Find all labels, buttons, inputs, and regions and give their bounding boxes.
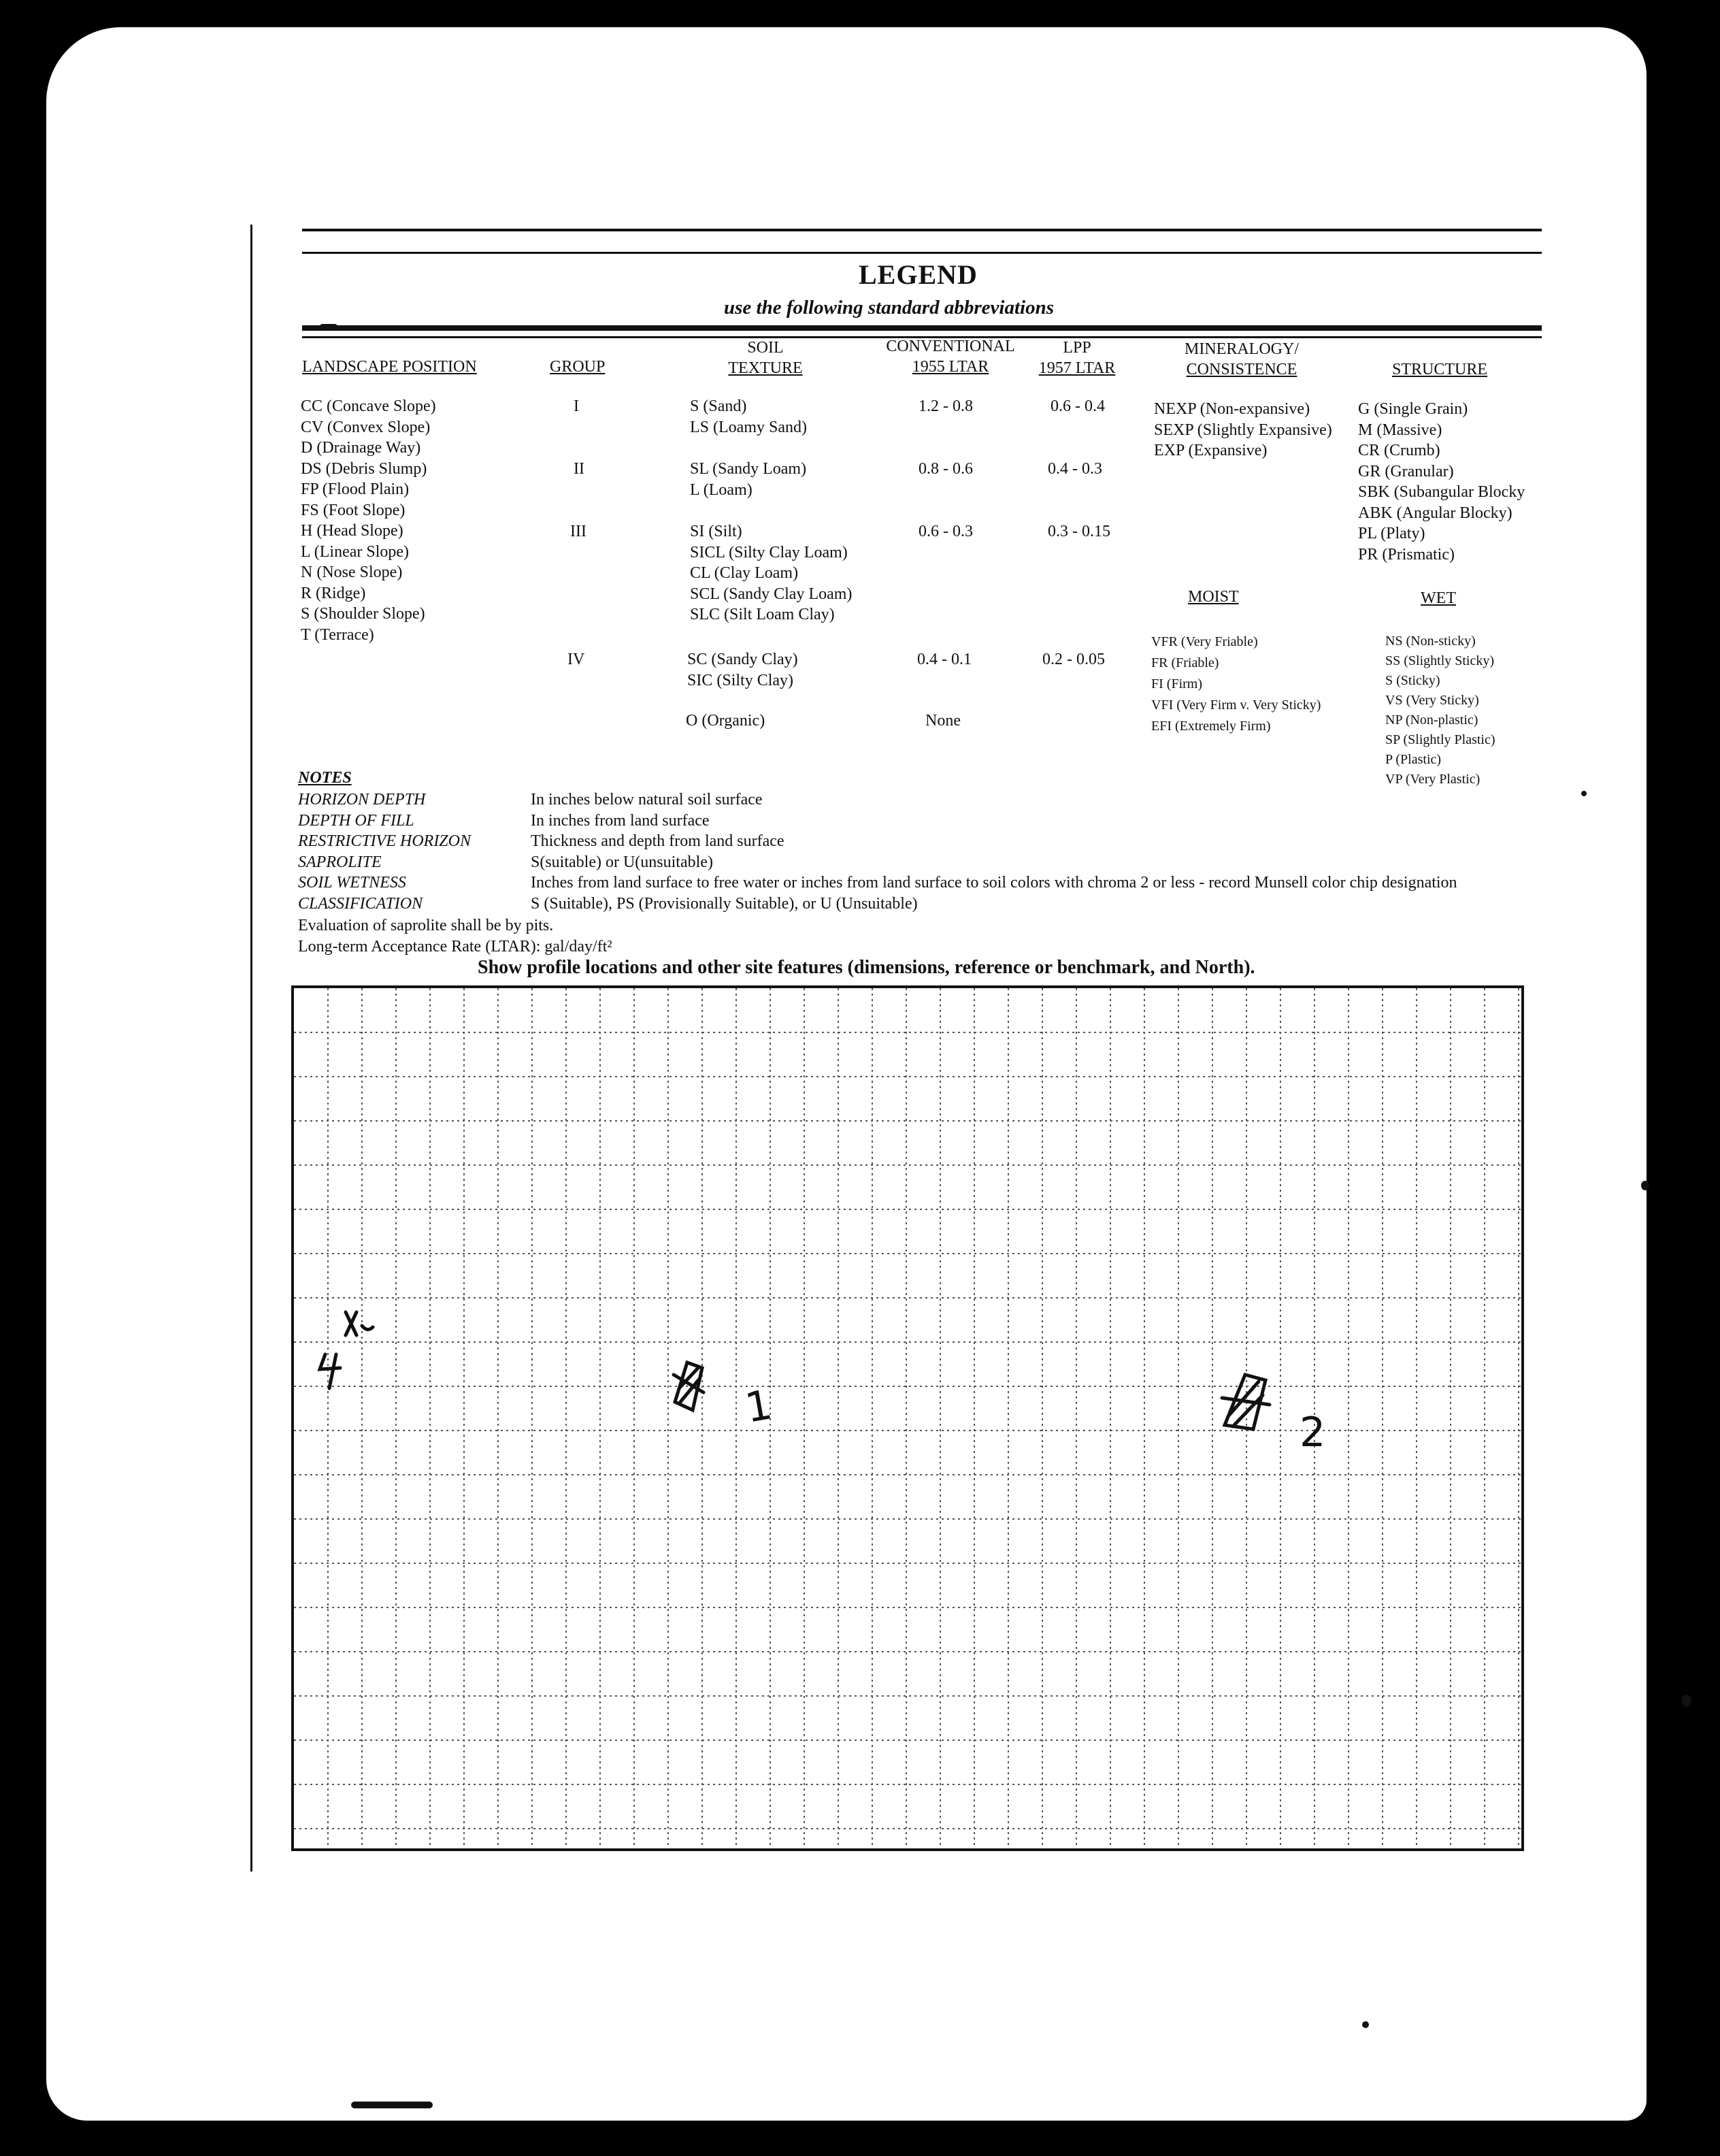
notes-texts xyxy=(531,789,1457,914)
landscape-item: DS (Debris Slump) xyxy=(301,459,427,478)
saprolite-eval-note: Evaluation of saprolite shall be by pits. xyxy=(298,917,554,934)
landscape-item: L (Linear Slope) xyxy=(301,542,410,561)
landscape-item: CV (Convex Slope) xyxy=(301,418,431,436)
conv-value: 0.4 - 0.1 xyxy=(917,651,972,668)
lpp-value: 0.6 - 0.4 xyxy=(1051,397,1105,415)
notes-labels xyxy=(298,789,471,914)
header-conventional xyxy=(878,336,1023,377)
conv-value: 1.2 - 0.8 xyxy=(919,397,973,415)
notes-heading: NOTES xyxy=(298,769,352,787)
soil-item: LS (Loamy Sand) xyxy=(690,418,807,436)
header-rule-thick xyxy=(302,325,1542,331)
scan-speck xyxy=(320,324,337,329)
wet-item: SS (Slightly Sticky) xyxy=(1385,653,1495,668)
soil-texture-g4 xyxy=(687,649,798,691)
header-group: GROUP xyxy=(550,358,606,376)
header-mineralogy xyxy=(1170,339,1313,380)
header-wet: WET xyxy=(1421,589,1456,607)
grid-caption: Show profile locations and other site features (dimensions, reference or benchmark, and North). xyxy=(478,957,1255,978)
soil-item: S (Sand) xyxy=(690,397,747,415)
landscape-list xyxy=(301,396,436,645)
wet-item: VS (Very Sticky) xyxy=(1385,693,1479,708)
legend-subtitle: use the following standard abbreviations xyxy=(724,297,1055,318)
landscape-item: CC (Concave Slope) xyxy=(301,397,436,415)
lpp-value: 0.4 - 0.3 xyxy=(1048,460,1102,478)
wet-item: S (Sticky) xyxy=(1385,673,1440,688)
header-moist: MOIST xyxy=(1188,588,1239,606)
header-soil-2: TEXTURE xyxy=(728,359,803,377)
header-lpp-2: 1957 LTAR xyxy=(1038,359,1116,377)
structure-item: SBK (Subangular Blocky xyxy=(1358,483,1525,501)
wet-item: NS (Non-sticky) xyxy=(1385,634,1476,649)
mineralogy-item: SEXP (Slightly Expansive) xyxy=(1154,421,1332,439)
header-landscape: LANDSCAPE POSITION xyxy=(302,358,477,376)
header-conv-2: 1955 LTAR xyxy=(912,358,989,376)
soil-item: L (Loam) xyxy=(690,480,752,499)
header-soil xyxy=(721,338,810,378)
ltar-note: Long-term Acceptance Rate (LTAR): gal/day/ft² xyxy=(298,938,612,956)
group-3: III xyxy=(570,523,586,540)
note-text: In inches below natural soil surface xyxy=(531,791,763,808)
soil-texture-g2 xyxy=(690,459,806,500)
landscape-item: N (Nose Slope) xyxy=(301,564,403,581)
wet-item: SP (Slightly Plastic) xyxy=(1385,732,1495,747)
soil-item: SCL (Sandy Clay Loam) xyxy=(690,585,853,603)
profile-label-2: 2 xyxy=(1300,1409,1326,1456)
soil-item: SI (Silt) xyxy=(690,523,742,540)
legend-title: LEGEND xyxy=(859,259,978,290)
moist-item: FR (Friable) xyxy=(1151,655,1219,670)
soil-item: SICL (Silty Clay Loam) xyxy=(690,543,848,561)
header-conv-1: CONVENTIONAL xyxy=(886,338,1015,355)
top-rule-thin xyxy=(302,229,1542,231)
structure-item: GR (Granular) xyxy=(1358,462,1454,480)
note-text: S(suitable) or U(unsuitable) xyxy=(531,853,713,871)
moist-item: VFR (Very Friable) xyxy=(1151,634,1258,649)
group-2: II xyxy=(574,460,584,478)
landscape-item: D (Drainage Way) xyxy=(301,439,421,457)
soil-organic: O (Organic) xyxy=(686,712,765,730)
scan-speck xyxy=(1641,1181,1649,1190)
note-label: DEPTH OF FILL xyxy=(298,811,414,830)
wet-list xyxy=(1385,632,1495,789)
site-sketch-grid[interactable] xyxy=(291,985,1524,1851)
scan-speck xyxy=(351,2102,433,2108)
wet-item: P (Plastic) xyxy=(1385,752,1442,767)
mineralogy-list xyxy=(1154,399,1332,461)
header-lpp xyxy=(1026,338,1128,378)
mineralogy-item: NEXP (Non-expansive) xyxy=(1154,400,1310,418)
soil-item: SLC (Silt Loam Clay) xyxy=(690,606,835,623)
structure-item: CR (Crumb) xyxy=(1358,442,1440,459)
header-structure: STRUCTURE xyxy=(1392,361,1488,378)
structure-item: G (Single Grain) xyxy=(1358,400,1468,418)
conv-value: 0.8 - 0.6 xyxy=(919,460,973,478)
soil-item: SL (Sandy Loam) xyxy=(690,460,807,478)
landscape-item: S (Shoulder Slope) xyxy=(301,605,425,623)
note-label: CLASSIFICATION xyxy=(298,894,423,913)
structure-item: PL (Platy) xyxy=(1358,525,1425,542)
mineralogy-item: EXP (Expansive) xyxy=(1154,442,1268,459)
landscape-item: FP (Flood Plain) xyxy=(301,480,410,498)
structure-item: M (Massive) xyxy=(1358,421,1442,439)
landscape-item: R (Ridge) xyxy=(301,584,366,602)
landscape-item: T (Terrace) xyxy=(301,625,374,644)
soil-item: CL (Clay Loam) xyxy=(690,564,799,582)
conv-value: 0.6 - 0.3 xyxy=(919,523,973,540)
note-text: In inches from land surface xyxy=(531,811,710,830)
lpp-value: 0.2 - 0.05 xyxy=(1042,651,1105,668)
landscape-item: FS (Foot Slope) xyxy=(301,501,406,519)
structure-item: PR (Prismatic) xyxy=(1358,545,1455,564)
note-label: RESTRICTIVE HORIZON xyxy=(298,832,471,850)
note-text: Inches from land surface to free water or inches from land surface to soil colors with chroma 2 or less - record Munsell color chip designation xyxy=(531,874,1457,892)
moist-item: FI (Firm) xyxy=(1151,676,1202,691)
conv-value: None xyxy=(925,712,961,730)
scan-speck xyxy=(1581,791,1587,796)
group-1: I xyxy=(574,397,579,415)
landscape-item: H (Head Slope) xyxy=(301,522,403,540)
soil-item: SIC (Silty Clay) xyxy=(687,671,794,689)
group-4: IV xyxy=(567,651,585,668)
left-margin-rule xyxy=(250,225,252,1872)
moist-item: VFI (Very Firm v. Very Sticky) xyxy=(1151,698,1321,713)
note-text: S (Suitable), PS (Provisionally Suitable), or U (Unsuitable) xyxy=(531,894,918,913)
scan-speck xyxy=(1362,2021,1369,2028)
soil-item: SC (Sandy Clay) xyxy=(687,651,798,668)
scan-speck xyxy=(1682,1695,1691,1707)
moist-list xyxy=(1151,632,1321,737)
wet-item: VP (Very Plastic) xyxy=(1385,772,1481,787)
wet-item: NP (Non-plastic) xyxy=(1385,713,1478,728)
soil-texture-g3 xyxy=(690,521,852,625)
note-label: HORIZON DEPTH xyxy=(298,791,426,808)
note-label: SOIL WETNESS xyxy=(298,874,406,892)
soil-texture-g1 xyxy=(690,396,807,438)
header-lpp-1: LPP xyxy=(1063,339,1091,357)
header-min-1: MINERALOGY/ xyxy=(1185,340,1299,358)
note-text: Thickness and depth from land surface xyxy=(531,832,784,850)
structure-item: ABK (Angular Blocky) xyxy=(1358,504,1512,522)
note-label: SAPROLITE xyxy=(298,853,382,871)
header-soil-1: SOIL xyxy=(747,339,784,357)
structure-list xyxy=(1358,399,1525,565)
moist-item: EFI (Extremely Firm) xyxy=(1151,719,1271,734)
header-min-2: CONSISTENCE xyxy=(1186,361,1297,378)
top-rule-thin-2 xyxy=(302,252,1542,254)
grid-lines xyxy=(294,988,1521,1848)
lpp-value: 0.3 - 0.15 xyxy=(1048,523,1110,540)
profile-label-1: 1 xyxy=(742,1381,776,1433)
